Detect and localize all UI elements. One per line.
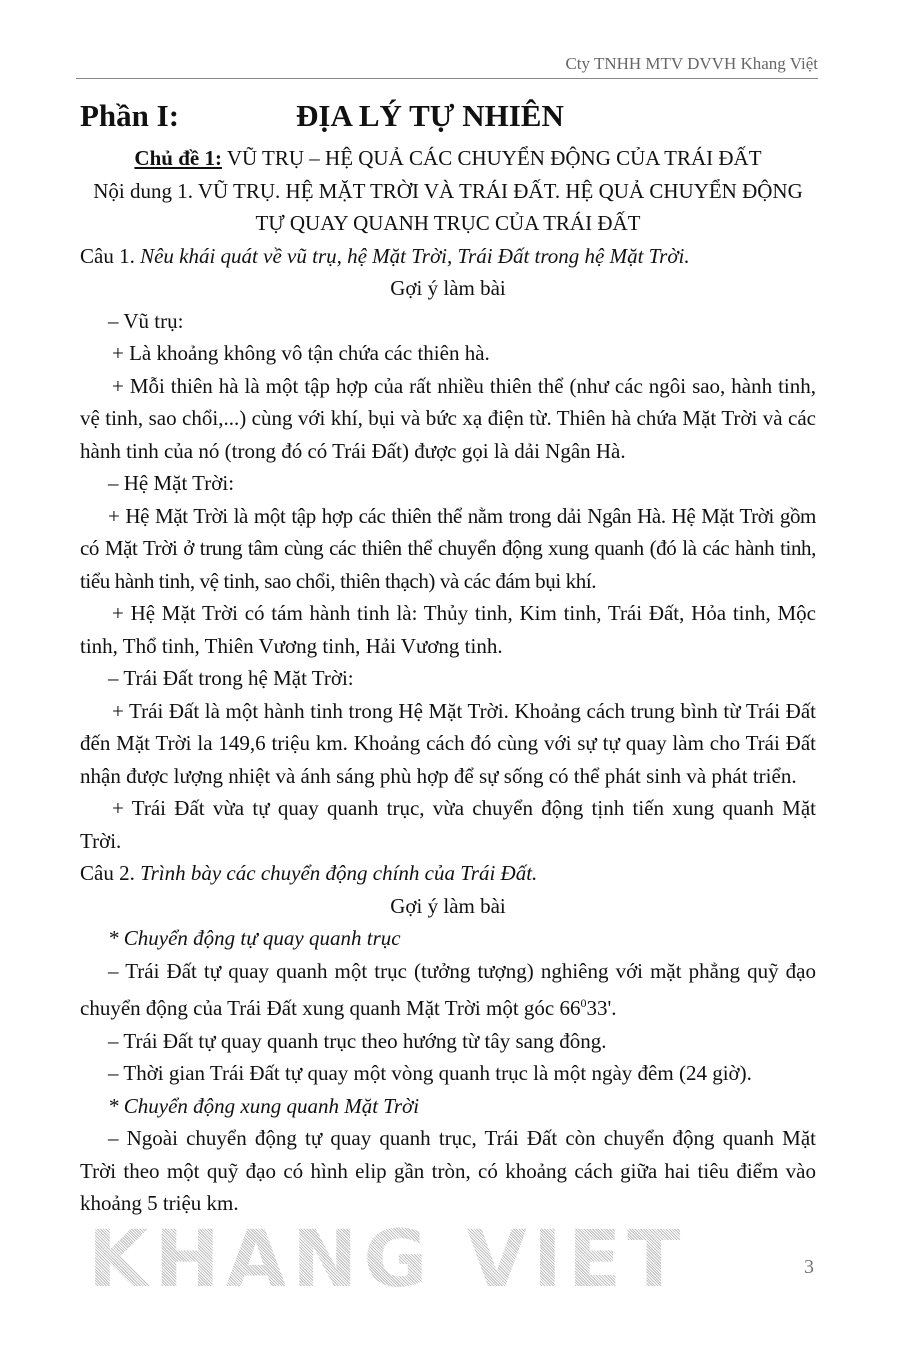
topic-heading [80, 142, 816, 175]
paragraph [80, 955, 816, 1025]
paragraph: – Trái Đất tự quay quanh trục theo hướng từ tây sang đông. [108, 1028, 607, 1053]
question-1 [80, 240, 816, 273]
question-2 [80, 857, 816, 890]
paragraph: + Là khoảng không vô tận chứa các thiên hà. [112, 341, 490, 365]
page-number: 3 [804, 1256, 814, 1278]
paragraph: – Trái Đất trong hệ Mặt Trời: [108, 666, 354, 690]
paragraph: + Trái Đất là một hành tinh trong Hệ Mặt Trời. Khoảng cách trung bình từ Trái Đất đến Mặt Trời la 149,6 triệu km. Khoảng cách đó cùng với sự tự quay làm cho Trái Đất nhận được lượng nhiệt và ánh sáng phù hợp để sự sống có thể phát sinh và phát triển. [80, 698, 816, 788]
running-header: Cty TNHH MTV DVVH Khang Việt [565, 54, 818, 73]
paragraph: – Vũ trụ: [108, 308, 184, 333]
q1-hint-heading: Gợi ý làm bài [390, 276, 506, 300]
topic-label: Chủ đề 1: [134, 146, 222, 170]
subheading: * Chuyển động tự quay quanh trục [108, 926, 401, 950]
q1-label: Câu 1. [80, 243, 135, 268]
paragraph-text: – Trái Đất tự quay quanh một trục (tưởng tượng) nghiêng với mặt phẳng quỹ đạo chuyển động của Trái Đất xung quanh Mặt Trời một góc 66 [80, 958, 816, 1020]
paragraph: + Hệ Mặt Trời có tám hành tinh là: Thủy tinh, Kim tinh, Trái Đất, Hỏa tinh, Mộc tinh, Thổ tinh, Thiên Vương tinh, Hải Vương tinh. [80, 601, 816, 658]
watermark: KHANG VIET [88, 1215, 687, 1305]
paragraph: – Hệ Mặt Trời: [108, 471, 235, 495]
q2-text: Trình bày các chuyển động chính của Trái Đất. [134, 861, 538, 885]
paragraph: + Mỗi thiên hà là một tập hợp của rất nhiều thiên thể (như các ngôi sao, hành tinh, vệ tinh, sao chổi,...) cùng với khí, bụi và bức xạ điện từ. Thiên hà chứa Mặt Trời và các hành tinh của nó (trong đó có Trái Đất) được gọi là dải Ngân Hà. [80, 373, 816, 463]
topic-text: VŨ TRỤ – HỆ QUẢ CÁC CHUYỂN ĐỘNG CỦA TRÁI ĐẤT [221, 146, 762, 170]
header-divider [76, 78, 818, 79]
q2-hint-heading: Gợi ý làm bài [390, 893, 506, 918]
content-heading: Nội dung 1. VŨ TRỤ. HỆ MẶT TRỜI VÀ TRÁI ĐẤT. HỆ QUẢ CHUYỂN ĐỘNG TỰ QUAY QUANH TRỤC CỦA TRÁI ĐẤT [93, 178, 803, 235]
degree-sign: 0 [580, 996, 587, 1010]
part-title [80, 98, 820, 142]
paragraph: + Hệ Mặt Trời là một tập hợp các thiên thể nằm trong dải Ngân Hà. Hệ Mặt Trời gồm có Mặt Trời ở trung tâm cùng các thiên thể chuyển động xung quanh (đó là các hành tinh, tiểu hành tinh, vệ tinh, sao chổi, thiên thạch) và các đám bụi khí. [80, 503, 816, 593]
document-body [80, 142, 816, 1220]
q2-label: Câu 2. [80, 861, 135, 885]
minute-mark: '. [607, 996, 617, 1020]
q1-text: Nêu khái quát về vũ trụ, hệ Mặt Trời, Trái Đất trong hệ Mặt Trời. [134, 243, 690, 268]
subheading: * Chuyển động xung quanh Mặt Trời [108, 1093, 420, 1118]
paragraph: – Ngoài chuyển động tự quay quanh trục, Trái Đất còn chuyển động quanh Mặt Trời theo một quỹ đạo có hình elip gần tròn, có khoảng cách giữa hai tiêu điểm vào khoảng 5 triệu km. [80, 1126, 816, 1215]
part-name: ĐỊA LÝ TỰ NHIÊN [296, 98, 564, 133]
minutes-value: 33 [586, 996, 608, 1020]
paragraph: + Trái Đất vừa tự quay quanh trục, vừa chuyển động tịnh tiến xung quanh Mặt Trời. [80, 796, 816, 853]
paragraph: – Thời gian Trái Đất tự quay một vòng quanh trục là một ngày đêm (24 giờ). [108, 1061, 752, 1085]
part-label: Phần I: [80, 98, 180, 133]
